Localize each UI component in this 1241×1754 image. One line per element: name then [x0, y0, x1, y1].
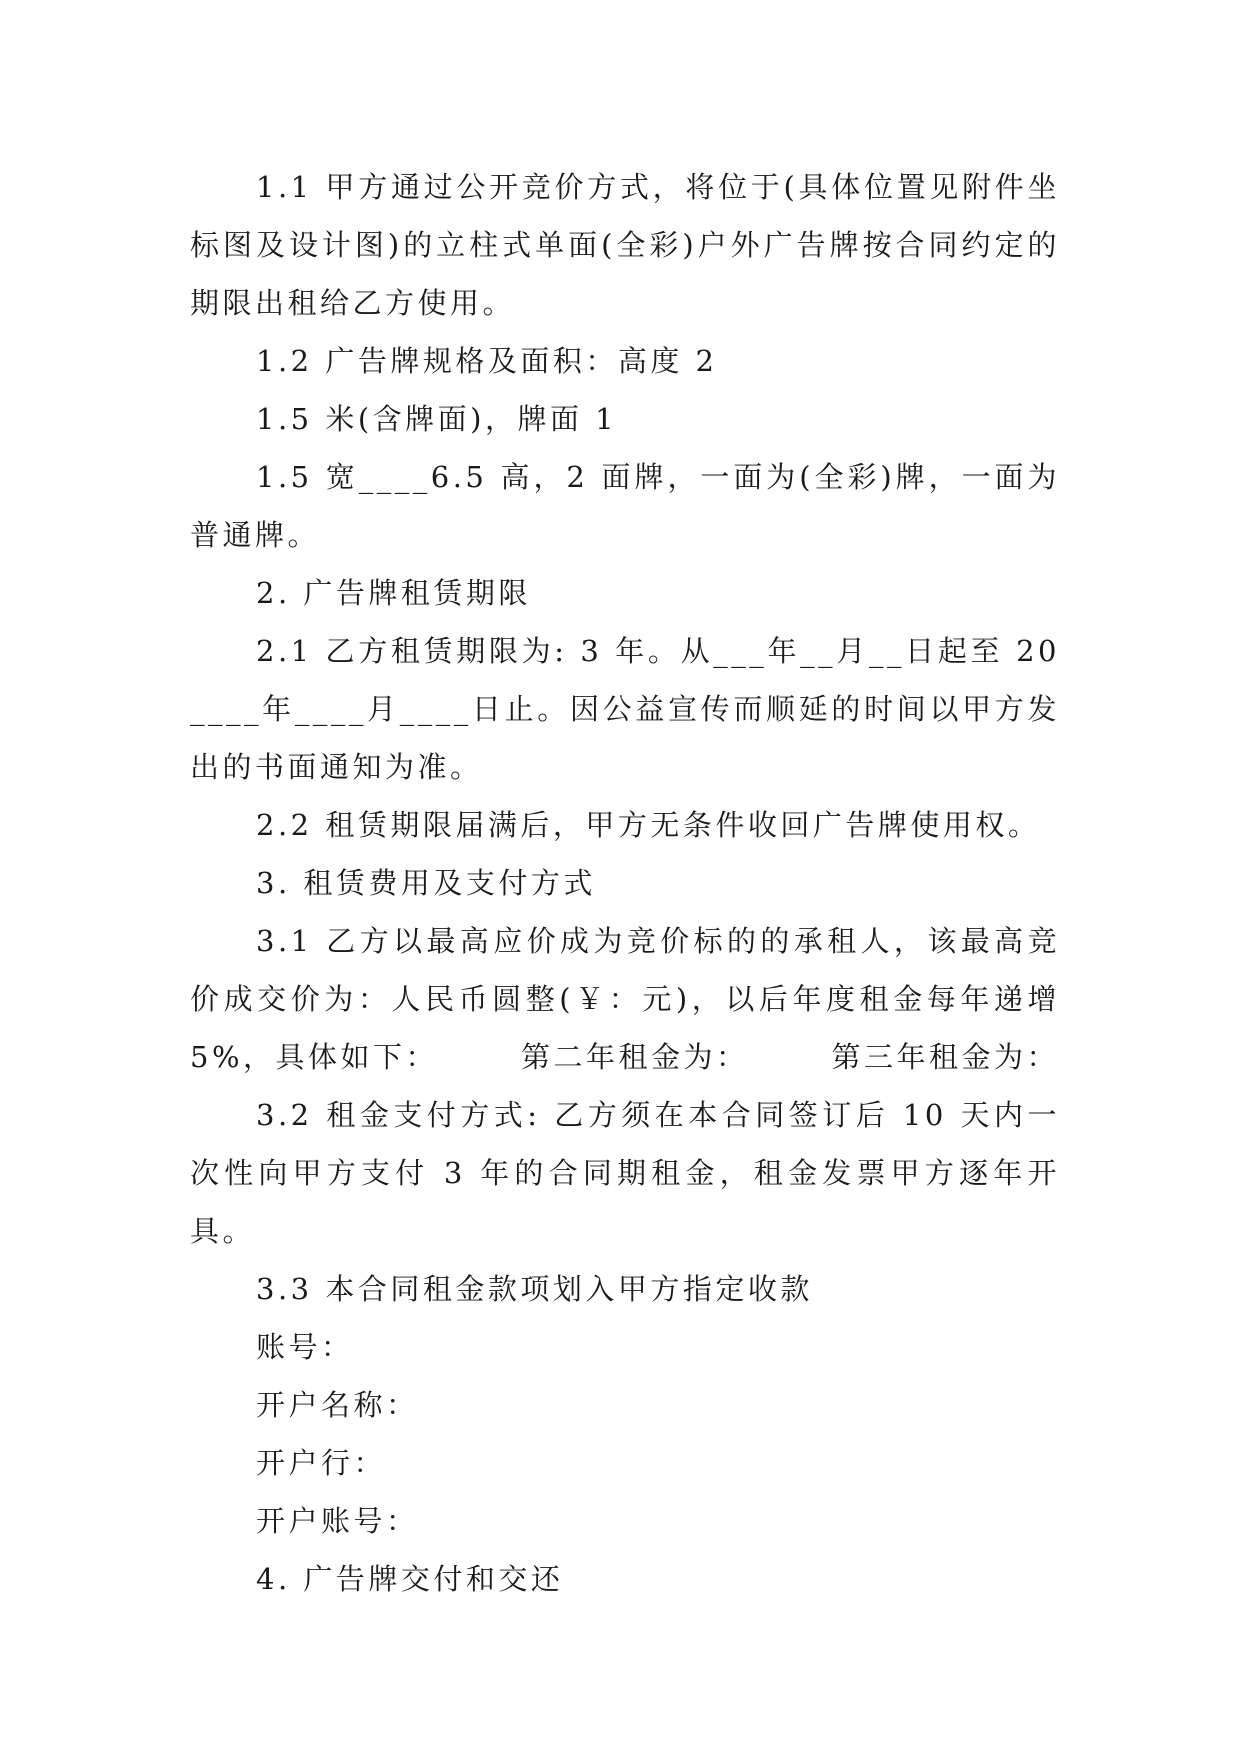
- section-heading-2: 2. 广告牌租赁期限: [256, 576, 531, 610]
- paragraph-1-1: 1.1 甲方通过公开竞价方式，将位于(具体位置见附件坐标图及设计图)的立柱式单面(全彩)户外广告牌按合同约定的期限出租给乙方使用。: [190, 170, 1060, 320]
- paragraph-1-5-width: 1.5 宽____6.5 高，2 面牌，一面为(全彩)牌，一面为普通牌。: [190, 460, 1060, 552]
- bank-line: 开户行：: [256, 1446, 387, 1480]
- document-body: [190, 158, 1060, 1608]
- paragraph-1-2: 1.2 广告牌规格及面积：高度 2: [256, 344, 718, 378]
- paragraph-2-1: 2.1 乙方租赁期限为: 3 年。从___年__月__日起至 20____年____月____日止。因公益宣传而顺延的时间以甲方发出的书面通知为准。: [190, 634, 1060, 784]
- section-heading-3: 3. 租赁费用及支付方式: [256, 866, 596, 900]
- section-heading-4: 4. 广告牌交付和交还: [256, 1562, 564, 1596]
- paragraph-2-2: 2.2 租赁期限届满后，甲方无条件收回广告牌使用权。: [256, 808, 1041, 842]
- paragraph-3-1: 3.1 乙方以最高应价成为竞价标的的承租人，该最高竞价成交价为：人民币圆整(￥：元)，以后年度租金每年递增 5%，具体如下： 第二年租金为： 第三年租金为：: [190, 924, 1060, 1074]
- account-name-line: 开户名称：: [256, 1388, 419, 1422]
- paragraph-3-3: 3.3 本合同租金款项划入甲方指定收款: [256, 1272, 813, 1306]
- paragraph-1-5-height: 1.5 米(含牌面)，牌面 1: [256, 402, 618, 436]
- bank-account-line: 开户账号：: [256, 1504, 419, 1538]
- account-number-line: 账号：: [256, 1330, 354, 1364]
- paragraph-3-2: 3.2 租金支付方式: 乙方须在本合同签订后 10 天内一次性向甲方支付 3 年的合同期租金，租金发票甲方逐年开具。: [190, 1098, 1060, 1248]
